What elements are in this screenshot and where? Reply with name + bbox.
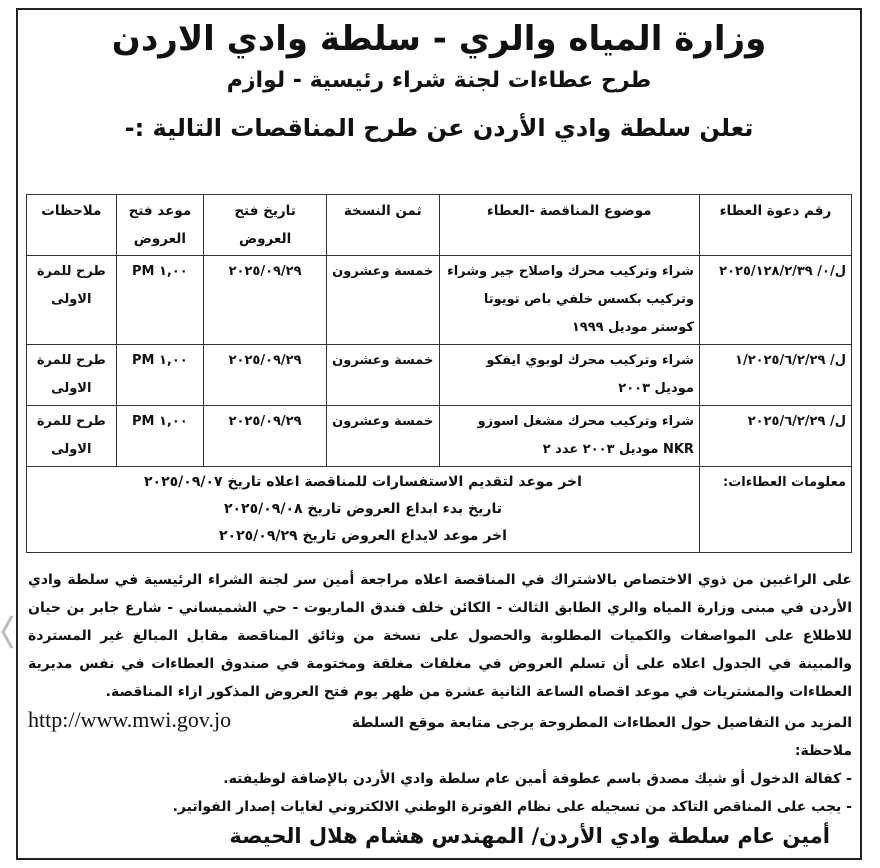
note-item: - يجب على المناقص التاكد من تسجيله على نظام الفوترة الوطني الالكتروني لغايات إصدار الفواتير. [172,799,852,815]
announcement-line: تعلن سلطة وادي الأردن عن طرح المناقصات التالية :- [124,114,754,142]
info-cell [27,467,700,553]
bid-number-cell: ل/ ١/٢٠٢٥/٦/٢/٢٩ [699,345,851,406]
header-bid-number: رقم دعوة العطاء [699,195,851,256]
bid-number-cell: ل/ ٢٠٢٥/٦/٢/٢٩ [699,406,851,467]
notes-title: ملاحظة: [794,743,852,759]
tender-announcement [16,8,862,860]
header-opening-date: تاريخ فتح العروض [204,195,327,256]
info-line: اخر موعد لتقديم الاستفسارات للمناقصة اعلاه تاريخ ٢٠٢٥/٠٩/٠٧ [143,474,582,490]
notes-cell: طرح للمرة الاولى [27,406,117,467]
notes-cell: طرح للمرة الاولى [27,256,117,345]
notes-cell: طرح للمرة الاولى [27,345,117,406]
subject-cell: شراء وتركيب محرك لوبوي ايفكو موديل ٢٠٠٣ [439,345,699,406]
note-item: - كفالة الدخول أو شيك مصدق باسم عطوفة أمين عام سلطة وادي الأردن بالإضافة لوظيفته. [223,771,852,787]
info-line: تاريخ بدء ابداع العروض تاريخ ٢٠٢٥/٠٩/٠٨ [223,501,502,517]
chevron-left-icon[interactable] [0,612,14,652]
body-section [28,566,852,821]
website-line [28,706,852,737]
copy-price-cell: خمسة وعشرون [327,256,439,345]
table-header-row [27,195,852,256]
website-text: المزيد من التفاصيل حول العطاءات المطروحة يرجى متابعة موقع السلطة [351,715,852,731]
opening-time-cell: ١,٠٠ PM [116,406,204,467]
subject-cell: شراء وتركيب محرك مشغل اسوزو NKR موديل ٢٠٠٣ عدد ٢ [439,406,699,467]
info-row [27,467,852,553]
page-subtitle: طرح عطاءات لجنة شراء رئيسية - لوازم [226,68,652,93]
copy-price-cell: خمسة وعشرون [327,406,439,467]
header-copy-price: ثمن النسخة [327,195,439,256]
tenders-table [26,194,852,553]
opening-date-cell: ٢٠٢٥/٠٩/٢٩ [204,256,327,345]
subject-cell: شراء وتركيب محرك واصلاح جير وشراء وتركيب بكسس خلفي باص تويوتا كوستر موديل ١٩٩٩ [439,256,699,345]
header-opening-time: موعد فتح العروض [116,195,204,256]
website-link[interactable]: http://www.mwi.gov.jo [28,707,232,732]
opening-date-cell: ٢٠٢٥/٠٩/٢٩ [204,345,327,406]
header-subject: موضوع المناقصة -العطاء [439,195,699,256]
table-row [27,345,852,406]
page-title: وزارة المياه والري - سلطة وادي الاردن [111,19,767,59]
bid-number-cell: ل/٠/ ٢٠٢٥/١٢٨/٢/٣٩ [699,256,851,345]
header [18,16,860,146]
signature-line: أمين عام سلطة وادي الأردن/ المهندس هشام هلال الحيصة [229,824,830,848]
info-line: اخر موعد لايداع العروض تاريخ ٢٠٢٥/٠٩/٢٩ [219,528,507,544]
opening-date-cell: ٢٠٢٥/٠٩/٢٩ [204,406,327,467]
info-label: معلومات العطاءات: [699,467,851,553]
table-row [27,406,852,467]
copy-price-cell: خمسة وعشرون [327,345,439,406]
opening-time-cell: ١,٠٠ PM [116,256,204,345]
header-notes: ملاحظات [27,195,117,256]
table-row [27,256,852,345]
body-paragraph: على الراغبين من ذوي الاختصاص بالاشتراك في المناقصة اعلاه مراجعة أمين سر لجنة الشراء الرئيسية في سلطة وادي الأردن في مبنى وزارة المياه والري الطابق الثالث - الكائن خلف فندق الماريوت - حي الشميساني - شارع جابر بن حيان للاطلاع على المواصفات والكميات المطلوبة والحصول على نسخة من وثائق المناقصة مقابل المبالغ غير المستردة والمبينة في الجدول اعلاه على أن تسلم العروض في مغلفات مغلقة ومختومة في صندوق العطاءات في نفس مديرية العطاءات والمشتريات في موعد اقصاه الساعة الثانية عشرة من ظهر يوم فتح العروض المذكور ازاء المناقصة. [28,572,852,700]
opening-time-cell: ١,٠٠ PM [116,345,204,406]
